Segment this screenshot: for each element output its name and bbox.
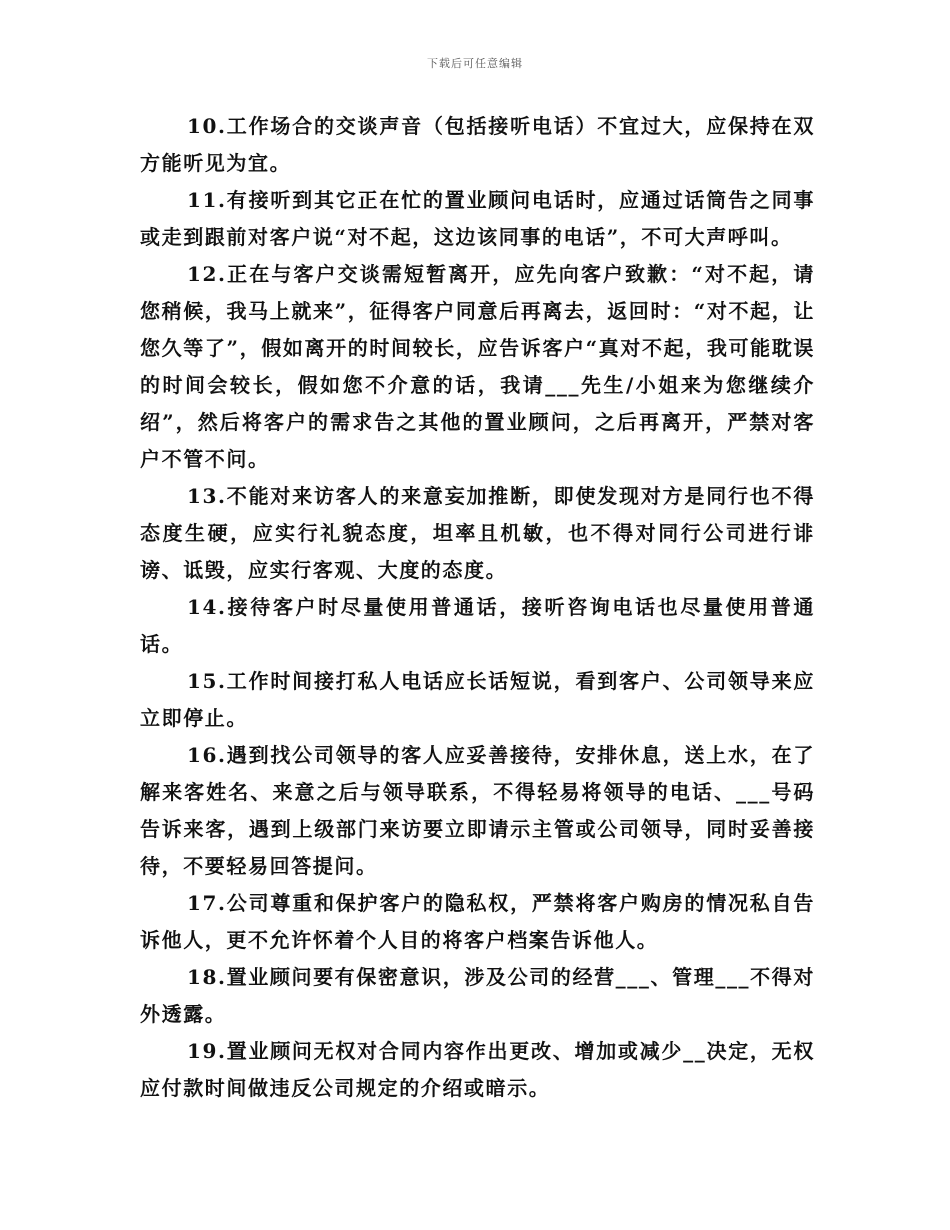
paragraph-17: 17.公司尊重和保护客户的隐私权，严禁将客户购房的情况私自告诉他人，更不允许怀着个人目的将客户档案告诉他人。 [140,891,815,952]
paragraph-11: 11.有接听到其它正在忙的置业顾问电话时，应通过话筒告之同事或走到跟前对客户说“对不起，这边该同事的电话”，不可大声呼叫。 [140,188,815,249]
paragraph-19: 19.置业顾问无权对合同内容作出更改、增加或减少__决定，无权应付款时间做违反公司规定的介绍或暗示。 [140,1039,815,1100]
paragraph-18: 18.置业顾问要有保密意识，涉及公司的经营___、管理___不得对外透露。 [140,965,815,1026]
paragraph-15: 15.工作时间接打私人电话应长话短说，看到客户、公司领导来应立即停止。 [140,669,815,730]
page-header-note: 下载后可任意编辑 [427,57,523,70]
paragraph-12: 12.正在与客户交谈需短暂离开，应先向客户致歉：“对不起，请您稍候，我马上就来”，征得客户同意后再离去，返回时：“对不起，让您久等了”，假如离开的时间较长，应告诉客户“真对不起，我可能耽误的时间会较长，假如您不介意的话，我请___先生/小姐来为您继续介绍”，然后将客户的需求告之其他的置业顾问，之后再离开，严禁对客户不管不问。 [140,262,815,471]
paragraph-10: 10.工作场合的交谈声音（包括接听电话）不宜过大，应保持在双方能听见为宜。 [140,114,815,175]
paragraph-13: 13.不能对来访客人的来意妄加推断，即使发现对方是同行也不得态度生硬，应实行礼貌态度，坦率且机敏，也不得对同行公司进行诽谤、诋毁，应实行客观、大度的态度。 [140,484,815,582]
paragraph-16: 16.遇到找公司领导的客人应妥善接待，安排休息，送上水，在了解来客姓名、来意之后与领导联系，不得轻易将领导的电话、___号码告诉来客，遇到上级部门来访要立即请示主管或公司领导，同时妥善接待，不要轻易回答提问。 [140,743,815,878]
paragraph-14: 14.接待客户时尽量使用普通话，接听咨询电话也尽量使用普通话。 [140,595,815,656]
document-body [140,108,815,1107]
